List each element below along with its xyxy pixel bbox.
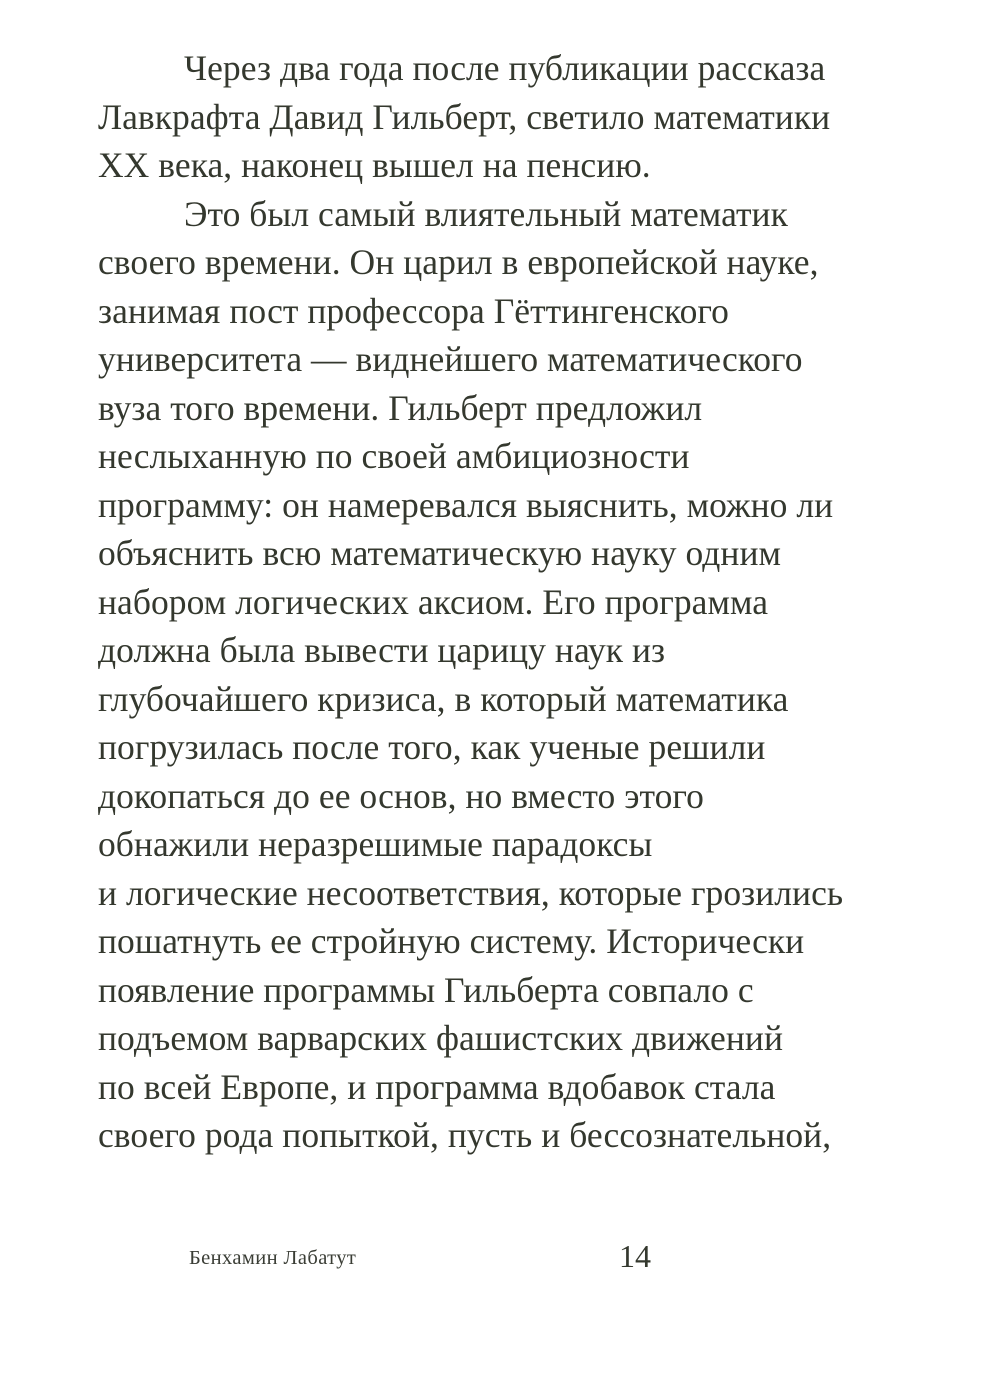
text-line: пошатнуть ее стройную систему. Исторически (98, 921, 805, 961)
text-line: Это был самый влиятельный математик (184, 193, 788, 234)
text-line: по всей Европе, и программа вдобавок стала (98, 1066, 776, 1107)
text-line: подъемом варварских фашистских движений (98, 1018, 784, 1058)
text-line: объяснить всю математическую науку одним (98, 533, 782, 573)
text-line: появление программы Гильберта совпало с (98, 969, 754, 1010)
text-line: Через два года после публикации рассказа (184, 48, 826, 88)
text-line: глубочайшего кризиса, в который математика (98, 678, 789, 719)
text-line: погрузилась после того, как ученые решили (98, 727, 766, 767)
text-line: набором логических аксиом. Его программа (98, 581, 769, 622)
text-line: XX века, наконец вышел на пенсию. (98, 145, 651, 185)
body-text (98, 44, 978, 1160)
footer-author: Бенхамин Лабатут (189, 1247, 357, 1269)
text-line: своего рода попыткой, пусть и бессознательной, (98, 1115, 832, 1155)
text-line: университета — виднейшего математического (98, 339, 803, 379)
text-line: своего времени. Он царил в европейской науке, (98, 242, 819, 282)
text-line: и логические несоответствия, которые грозились (98, 872, 844, 913)
text-line: программу: он намеревался выяснить, можно ли (98, 484, 834, 525)
text-line: Лавкрафта Давид Гильберт, светило математики (98, 96, 831, 137)
text-line: докопаться до ее основ, но вместо этого (98, 775, 704, 816)
text-line: должна была вывести царицу наук из (98, 630, 666, 670)
text-line: вуза того времени. Гильберт предложил (98, 387, 703, 428)
text-line: занимая пост профессора Гёттингенского (98, 290, 729, 331)
text-line: обнажили неразрешимые парадоксы (98, 824, 653, 864)
text-line: неслыханную по своей амбициозности (98, 436, 690, 476)
page-number: 14 (619, 1238, 651, 1274)
